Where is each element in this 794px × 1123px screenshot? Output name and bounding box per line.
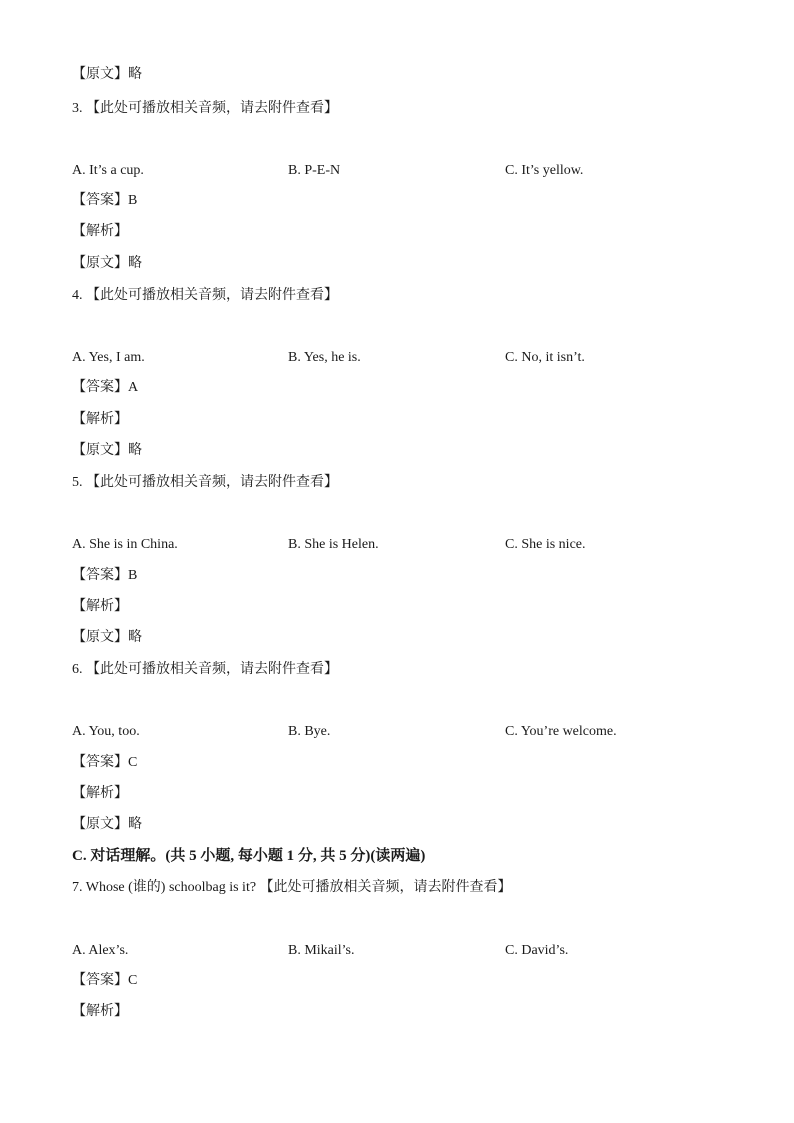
- option-a: A. It’s a cup.: [72, 163, 144, 178]
- option-c: C. David’s.: [505, 943, 569, 958]
- option-a: A. Alex’s.: [72, 943, 129, 958]
- analysis-line: 【解析】: [72, 224, 128, 239]
- option-c: C. It’s yellow.: [505, 163, 584, 178]
- analysis-line: 【解析】: [72, 1004, 128, 1019]
- section-heading: C. 对话理解。(共 5 小题, 每小题 1 分, 共 5 分)(读两遍): [72, 848, 426, 864]
- analysis-line: 【解析】: [72, 786, 128, 801]
- question-5-audio-prompt: 5. 【此处可播放相关音频，请去附件查看】: [72, 475, 338, 490]
- answer-line: 【答案】C: [72, 973, 138, 988]
- transcript-line: 【原文】略: [72, 630, 142, 645]
- option-b: B. P-E-N: [288, 163, 341, 178]
- transcript-line: 【原文】略: [72, 443, 142, 458]
- question-7-audio-prompt: 7. Whose (谁的) schoolbag is it? 【此处可播放相关音频，请去附件查看】: [72, 880, 512, 895]
- answer-line: 【答案】B: [72, 568, 138, 583]
- answer-line: 【答案】B: [72, 193, 138, 208]
- question-3-options: [72, 162, 752, 180]
- analysis-line: 【解析】: [72, 599, 128, 614]
- question-6-audio-prompt: 6. 【此处可播放相关音频，请去附件查看】: [72, 662, 338, 677]
- question-5-options: [72, 536, 752, 554]
- option-a: A. She is in China.: [72, 537, 178, 552]
- question-3-audio-prompt: 3. 【此处可播放相关音频，请去附件查看】: [72, 101, 338, 116]
- option-b: B. Yes, he is.: [288, 350, 361, 365]
- option-b: B. Bye.: [288, 724, 331, 739]
- question-7-options: [72, 942, 752, 960]
- transcript-line: 【原文】略: [72, 817, 142, 832]
- question-4-options: [72, 349, 752, 367]
- question-6-options: [72, 723, 752, 741]
- option-b: B. She is Helen.: [288, 537, 379, 552]
- transcript-line: 【原文】略: [72, 256, 142, 271]
- option-c: C. She is nice.: [505, 537, 586, 552]
- option-a: A. Yes, I am.: [72, 350, 145, 365]
- option-b: B. Mikail’s.: [288, 943, 355, 958]
- answer-line: 【答案】A: [72, 380, 139, 395]
- analysis-line: 【解析】: [72, 412, 128, 427]
- transcript-line: 【原文】略: [72, 67, 142, 82]
- option-c: C. No, it isn’t.: [505, 350, 585, 365]
- question-4-audio-prompt: 4. 【此处可播放相关音频，请去附件查看】: [72, 288, 338, 303]
- answer-line: 【答案】C: [72, 755, 138, 770]
- option-a: A. You, too.: [72, 724, 140, 739]
- option-c: C. You’re welcome.: [505, 724, 617, 739]
